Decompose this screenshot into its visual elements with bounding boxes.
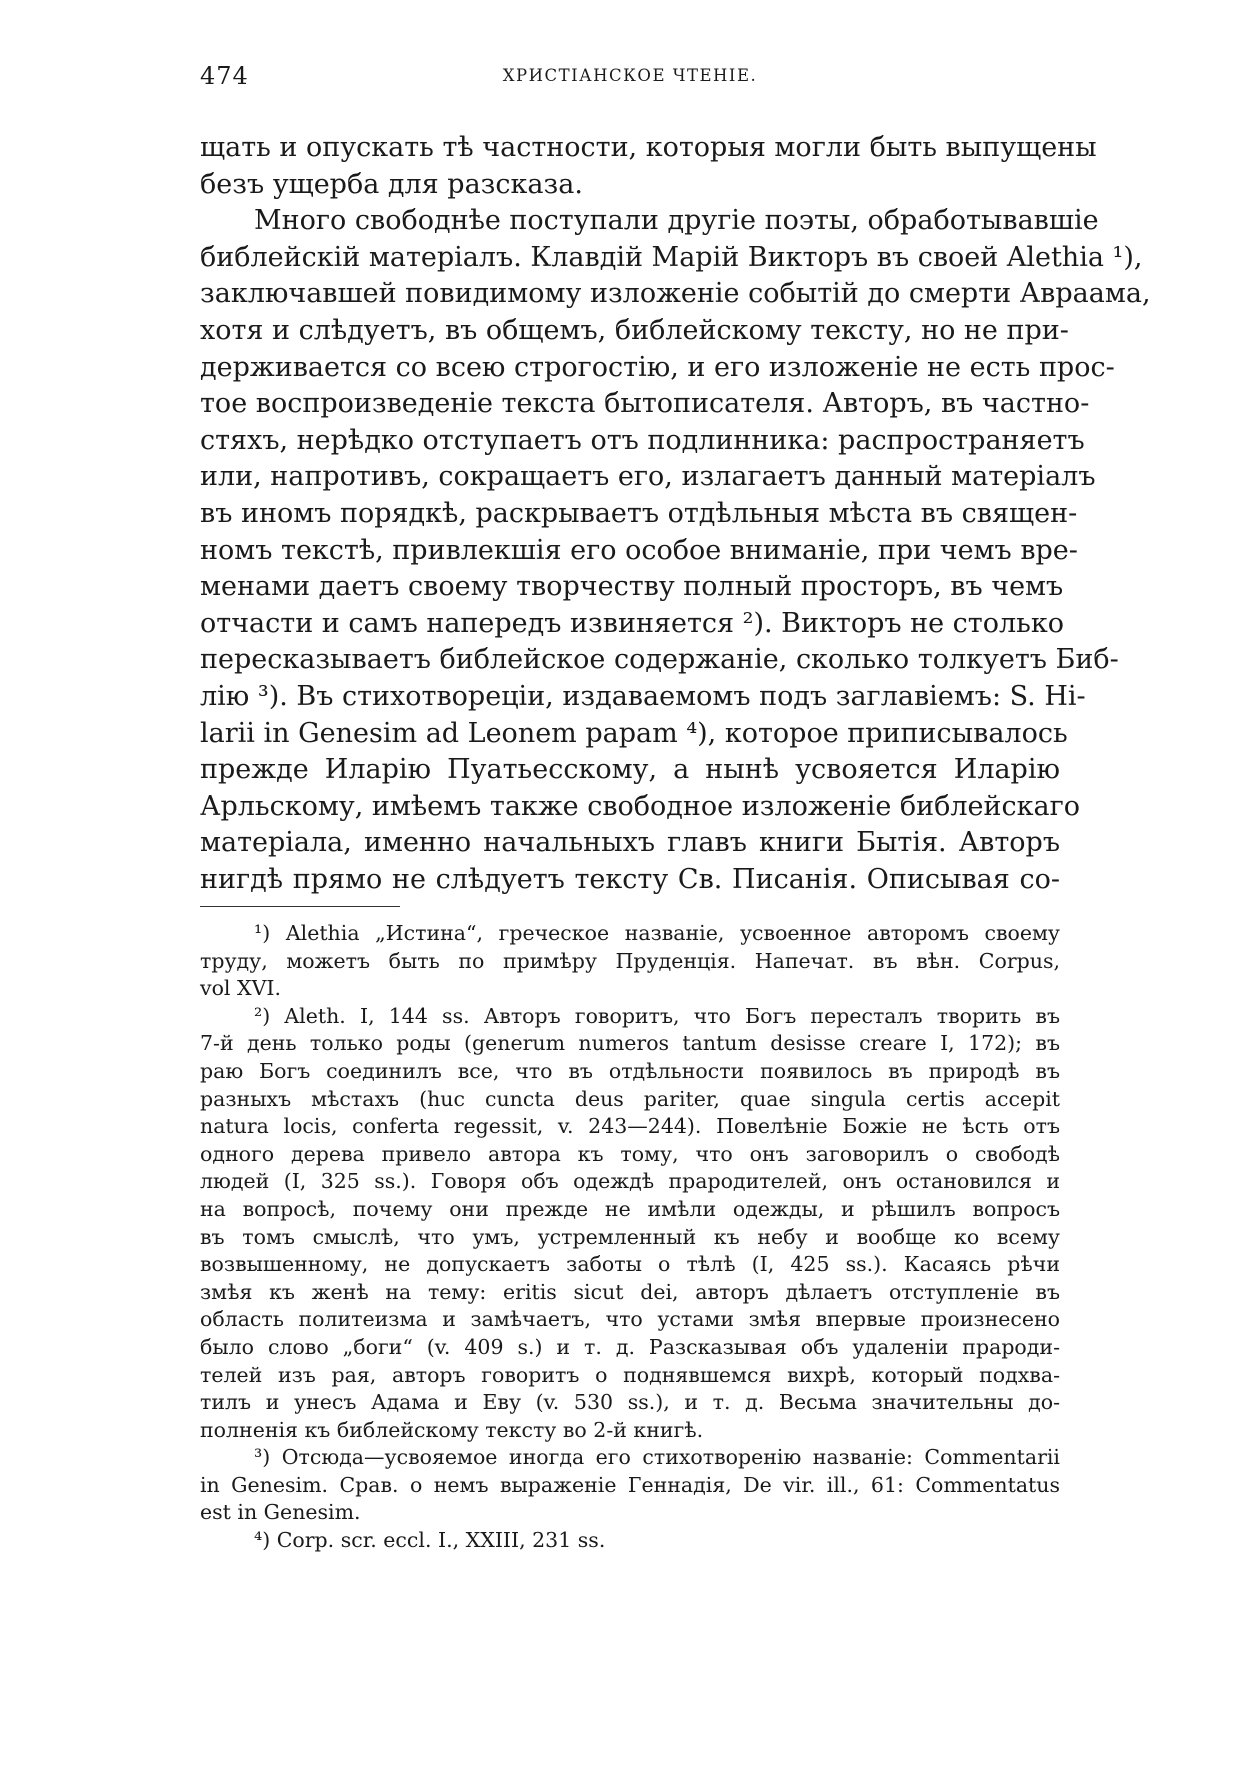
footnote-line: natura locis, conferta regessit, v. 243—244). Повелѣніе Божіе не ѣсть отъ [200,1114,1060,1139]
text-line: стяхъ, нерѣдко отступаетъ отъ подлинника: распространяетъ [200,424,1085,456]
footnote-line: телей изъ рая, авторъ говоритъ о поднявшемся вихрѣ, который подхва- [200,1362,1060,1387]
text-line: пересказываетъ библейское содержаніе, сколько толкуетъ Биб- [200,644,1119,676]
footnote-line: разныхъ мѣстахъ (huc cuncta deus pariter, quae singula certis accepit [200,1086,1060,1111]
footnote-line: ²) Aleth. I, 144 ss. Авторъ говоритъ, что Богъ пересталъ творить въ [254,1003,1060,1028]
text-line: прежде Иларію Пуатьесскому, а нынѣ усвояется Иларію [200,754,1060,786]
text-line: матеріала, именно начальныхъ главъ книги Бытія. Авторъ [200,827,1060,859]
main-text [200,130,1151,898]
journal-title: ХРИСТІАНСКОЕ ЧТЕНІЕ. [502,66,758,85]
footnote-line: тилъ и унесъ Адама и Еву (v. 530 ss.), и т. д. Весьма значительны до- [200,1390,1060,1415]
footnote-line: было слово „боги“ (v. 409 s.) и т. д. Разсказывая объ удаленіи прароди- [200,1334,1060,1359]
running-head [200,62,1060,92]
footnote-line: одного дерева привело автора къ тому, что онъ заговорилъ о свободѣ [200,1141,1060,1166]
text-line: менами даетъ своему творчеству полный просторъ, въ чемъ [200,571,1064,603]
page-number: 474 [200,62,249,90]
footnote-separator [200,906,400,907]
footnote-line: возвышенному, не допускаетъ заботы о тѣлѣ (I, 425 ss.). Касаясь рѣчи [200,1252,1060,1277]
text-line: лію ³). Въ стихотвореціи, издаваемомъ подъ заглавіемъ: S. Hi- [200,680,1086,712]
text-line: хотя и слѣдуетъ, въ общемъ, библейскому тексту, но не при- [200,314,1069,346]
footnote-line: на вопросѣ, почему они прежде не имѣли одежды, и рѣшилъ вопросъ [200,1196,1060,1221]
footnote-line: in Genesim. Срав. о немъ выраженіе Геннадія, De vir. ill., 61: Commentatus [200,1472,1060,1497]
footnote-line: ³) Отсюда—усвояемое иногда его стихотворенію названіе: Commentarii [254,1445,1060,1470]
footnote-line: змѣя къ женѣ на тему: eritis sicut dei, авторъ дѣлаетъ отступленіе въ [200,1279,1060,1304]
footnote-line: людей (I, 325 ss.). Говоря объ одеждѣ прародителей, онъ остановился и [200,1169,1060,1194]
text-line: заключавшей повидимому изложеніе событій до смерти Авраама, [200,278,1151,310]
text-line: библейскій матеріалъ. Клавдій Марій Викторъ въ своей Alethia ¹), [200,241,1143,273]
text-line: держивается со всею строгостію, и его изложеніе не есть прос- [200,351,1115,383]
text-line: номъ текстѣ, привлекшія его особое вниманіе, при чемъ вре- [200,534,1078,566]
footnote-line: est in Genesim. [200,1500,361,1525]
text-line: или, напротивъ, сокращаетъ его, излагаетъ данный матеріалъ [200,461,1096,493]
text-line: въ иномъ порядкѣ, раскрываетъ отдѣльныя мѣста въ священ- [200,497,1078,529]
footnote-line: полненія къ библейскому тексту во 2-й книгѣ. [200,1417,704,1442]
text-line: безъ ущерба для разсказа. [200,168,583,200]
footnote-line: ¹) Alethia „Истина“, греческое названіе, усвоенное авторомъ своему [254,921,1060,945]
footnote-line: труду, можетъ быть по примѣру Пруденція. Напечат. въ вѣн. Corpus, [200,948,1060,973]
footnote-line: раю Богъ соединилъ все, что въ отдѣльности появилось въ природѣ въ [200,1058,1060,1083]
footnotes [200,920,1060,1555]
text-line: нигдѣ прямо не слѣдуетъ тексту Св. Писанія. Описывая со- [200,863,1060,895]
footnote-line: область политеизма и замѣчаетъ, что устами змѣя впервые произнесено [200,1307,1060,1332]
text-line: Арльскому, имѣемъ также свободное изложеніе библейскаго [200,790,1081,822]
text-line: Много свободнѣе поступали другіе поэты, обработывавшіе [254,205,1099,237]
footnote-line: 7-й день только роды (generum numeros tantum desisse creare I, 172); въ [200,1031,1060,1056]
footnote-line: vol XVI. [200,976,282,1001]
text-line: отчасти и самъ напередъ извиняется ²). Викторъ не столько [200,607,1064,639]
text-line: larii in Genesim ad Leonem papam ⁴), которое приписывалось [200,717,1068,749]
footnote-line: ⁴) Corp. scr. eccl. I., XXIII, 231 ss. [254,1528,606,1553]
text-line: щать и опускать тѣ частности, которыя могли быть выпущены [200,132,1097,163]
text-line: тое воспроизведеніе текста бытописателя. Авторъ, въ частно- [200,388,1090,420]
footnote-line: въ томъ смыслѣ, что умъ, устремленный къ небу и вообще ко всему [200,1224,1060,1249]
